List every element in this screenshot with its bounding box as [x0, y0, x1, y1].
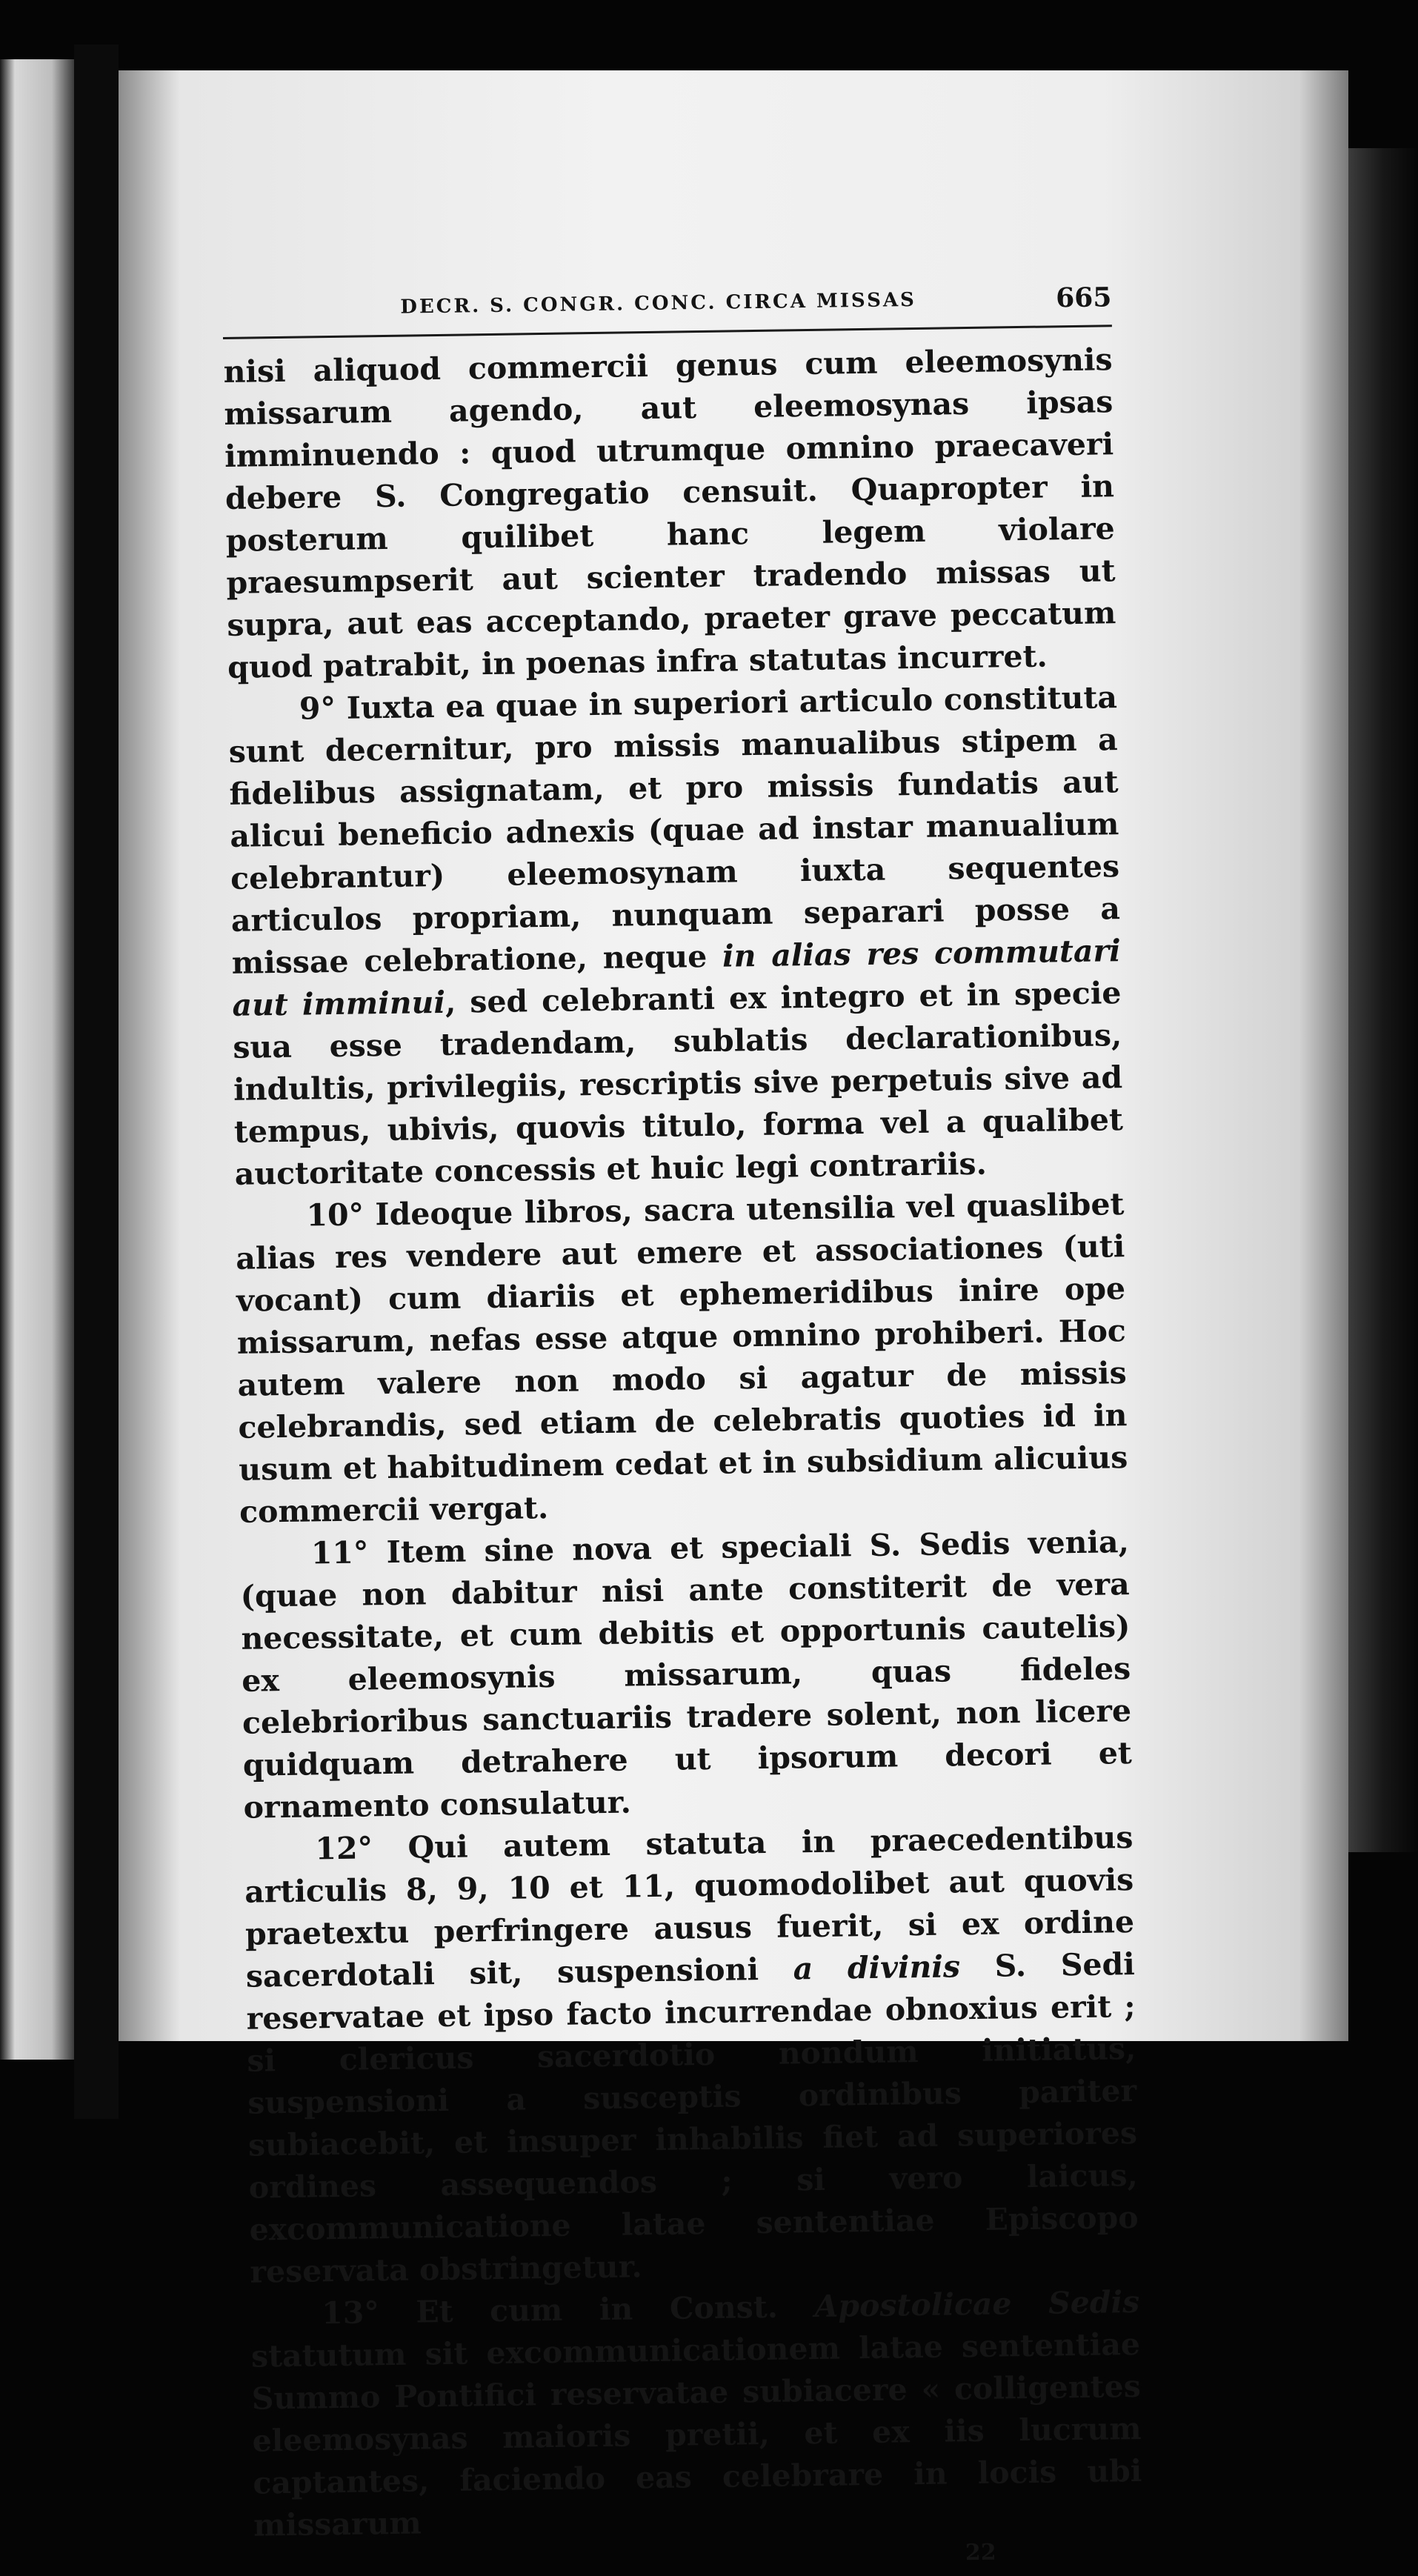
italic-phrase: Apostolicae Sedis [814, 2283, 1140, 2325]
paragraph-continuation: nisi aliquod commercii genus cum eleemosynis missarum agendo, aut eleemosynas ipsas imminuendo : quod utrumque omnino praecaveri debere S. Congregatio censuit. Quapropter in posterum quilibet hanc legem violare praesumpserit aut scienter tradendo missas ut supra, aut eas acceptando, praeter grave peccatum quod patrabit, in poenas infra statutas incurret. [223, 342, 1116, 685]
paragraph-article-9 [228, 676, 1124, 1196]
paragraph-text: 12° Qui autem statuta in praecedentibus articulis 8, 9, 10 et 11, quomodolibet aut quovis praetextu perfringere ausus fuerit, si ex ordine sacerdotali sit, suspensioni [244, 1820, 1135, 1994]
right-page-edge [1348, 148, 1418, 1852]
paragraph-text: 13° Et cum in Const. [321, 2289, 815, 2332]
paragraph-text: S. Sedi reservatae et ipso facto incurrendae obnoxius erit ; si clericus sacerdotio nondum initiatus, suspensioni a susceptis ordinibus pariter subiacebit, et insuper inhabilis fiet ad superiores ordines assequendos ; si vero laicus, excommunicatione latae sententiae Episcopo reservata obstringetur. [246, 1946, 1139, 2290]
page-number: 665 [1055, 282, 1112, 314]
italic-phrase: a divinis [793, 1948, 961, 1987]
book-gutter [74, 44, 119, 2119]
paragraph-text: , sed celebranti ex integro et in specie sua esse tradendam, sublatis declarationibus, indultis, privilegiis, rescriptis sive perpetuis sive ad tempus, ubivis, quovis titulo, forma vel a qualibet auctoritate concessis et huic legi contrariis. [233, 975, 1124, 1192]
signature-mark: 22 [965, 2539, 996, 2566]
body-text [223, 339, 1142, 2546]
italic-phrase: in alias res commutari aut imminui [232, 933, 1121, 1023]
paragraph-article-13 [250, 2281, 1143, 2547]
paragraph-text: statutum sit excommunicationem latae sententiae Summo Pontifici reservatae subiacere « colligentes eleemosynas maioris pretii, et ex iis lucrum captantes, faciendo eas celebrare in locis ubi missarum [250, 2326, 1142, 2543]
paragraph-article-12 [244, 1817, 1139, 2294]
left-page-edge [0, 59, 74, 2060]
running-title: DECR. S. CONGR. CONC. CIRCA MISSAS [400, 288, 917, 319]
paragraph-article-10: 10° Ideoque libros, sacra utensilia vel quaslibet alias res vendere aut emere et associationes (uti vocant) cum diariis et ephemeridibus inire ope missarum, nefas esse atque omnino prohiberi. Hoc autem valere non modo si agatur de missis celebrandis, sed etiam de celebratis quoties id in usum et habitudinem cedat et in subsidium alicuius commercii vergat. [236, 1186, 1128, 1530]
page-text-block [222, 273, 1143, 2575]
paragraph-text: 9° Iuxta ea quae in superiori articulo constituta sunt decernitur, pro missis manualibus stipem a fidelibus assignatam, et pro missis fundatis aut alicui beneficio adnexis (quae ad instar manualium celebrantur) eleemosynam iuxta sequentes articulos propriam, nunquam separari posse a missae celebratione, neque [228, 679, 1121, 981]
paragraph-article-11: 11° Item sine nova et speciali S. Sedis venia, (quae non dabitur nisi ante constiterit de vera necessitate, et cum debitis et opportunis cautelis) ex eleemosynis missarum, quas fideles celebrioribus sanctuariis tradere solent, non licere quidquam detrahere ut ipsorum decori et ornamento consulatur. [240, 1524, 1133, 1826]
running-head [222, 273, 1112, 339]
